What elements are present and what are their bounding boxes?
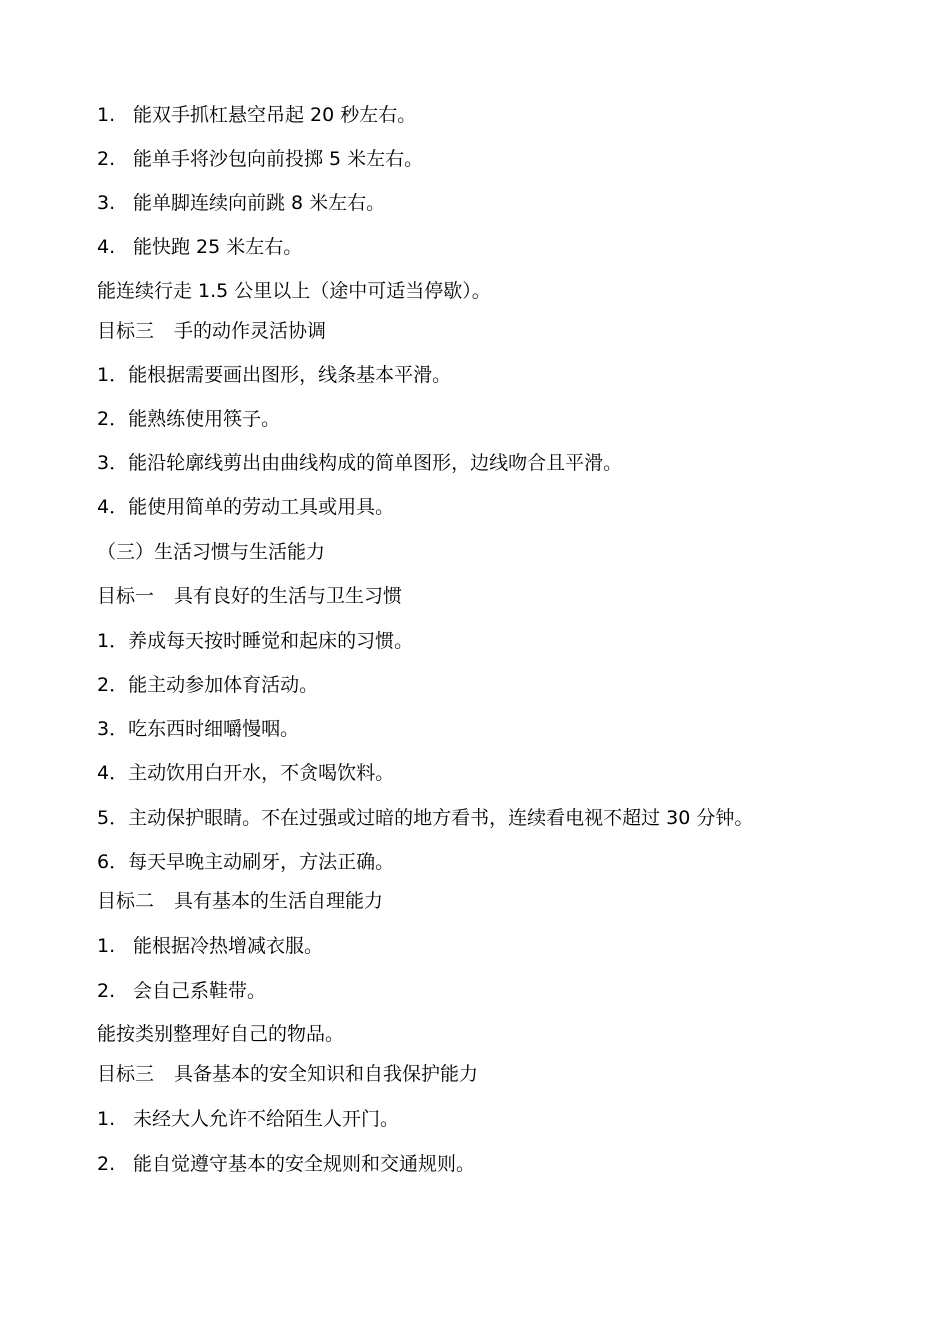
- item-text: 能根据冷热增减衣服。: [133, 935, 324, 957]
- goal-heading: [97, 319, 326, 343]
- item-number: 4.: [97, 236, 116, 258]
- list-item: 2．能主动参加体育活动。: [97, 674, 319, 696]
- list-item: 2．能熟练使用筷子。: [97, 408, 281, 430]
- list-item: 6．每天早晚主动刷牙，方法正确。: [97, 851, 395, 873]
- goal-label: 目标三: [97, 1063, 155, 1085]
- list-item: 4．能使用简单的劳动工具或用具。: [97, 496, 395, 518]
- goal-title: 具有基本的生活自理能力: [174, 890, 384, 912]
- goal-label: 目标一: [97, 585, 155, 607]
- goal-title: 手的动作灵活协调: [174, 320, 327, 342]
- item-number: 2.: [97, 1153, 116, 1175]
- item-text: 能自觉遵守基本的安全规则和交通规则。: [133, 1153, 476, 1175]
- item-text: 能单手将沙包向前投掷 5 米左右。: [133, 148, 424, 170]
- list-item: [97, 1107, 399, 1131]
- goal-heading: [97, 584, 402, 608]
- paragraph: 能连续行走 1.5 公里以上（途中可适当停歇）。: [97, 280, 491, 302]
- item-number: 2.: [97, 148, 116, 170]
- goal-title: 具备基本的安全知识和自我保护能力: [174, 1063, 479, 1085]
- list-item: 4．主动饮用白开水，不贪喝饮料。: [97, 762, 395, 784]
- goal-heading: [97, 1062, 478, 1086]
- item-number: 1.: [97, 935, 116, 957]
- item-text: 能快跑 25 米左右。: [133, 236, 303, 258]
- item-text: 未经大人允许不给陌生人开门。: [133, 1108, 400, 1130]
- item-text: 会自己系鞋带。: [133, 980, 267, 1002]
- item-number: 3.: [97, 192, 116, 214]
- goal-title: 具有良好的生活与卫生习惯: [174, 585, 403, 607]
- item-text: 能双手抓杠悬空吊起 20 秒左右。: [133, 104, 417, 126]
- list-item: [97, 934, 323, 958]
- list-item: [97, 103, 416, 127]
- list-item: 3．能沿轮廓线剪出由曲线构成的简单图形，边线吻合且平滑。: [97, 452, 623, 474]
- goal-label: 目标三: [97, 320, 155, 342]
- list-item: [97, 1152, 475, 1176]
- list-item: 1．能根据需要画出图形，线条基本平滑。: [97, 364, 452, 386]
- goal-heading: [97, 889, 383, 913]
- item-text: 能单脚连续向前跳 8 米左右。: [133, 192, 386, 214]
- goal-label: 目标二: [97, 890, 155, 912]
- list-item: [97, 235, 302, 259]
- list-item: [97, 191, 385, 215]
- list-item: [97, 147, 423, 171]
- item-number: 1.: [97, 1108, 116, 1130]
- list-item: 1．养成每天按时睡觉和起床的习惯。: [97, 630, 414, 652]
- item-number: 1.: [97, 104, 116, 126]
- section-heading: （三）生活习惯与生活能力: [97, 541, 326, 563]
- item-number: 2.: [97, 980, 116, 1002]
- list-item: 3．吃东西时细嚼慢咽。: [97, 718, 300, 740]
- paragraph: 能按类别整理好自己的物品。: [97, 1023, 345, 1045]
- list-item: 5．主动保护眼睛。不在过强或过暗的地方看书，连续看电视不超过 30 分钟。: [97, 807, 754, 829]
- list-item: [97, 979, 266, 1003]
